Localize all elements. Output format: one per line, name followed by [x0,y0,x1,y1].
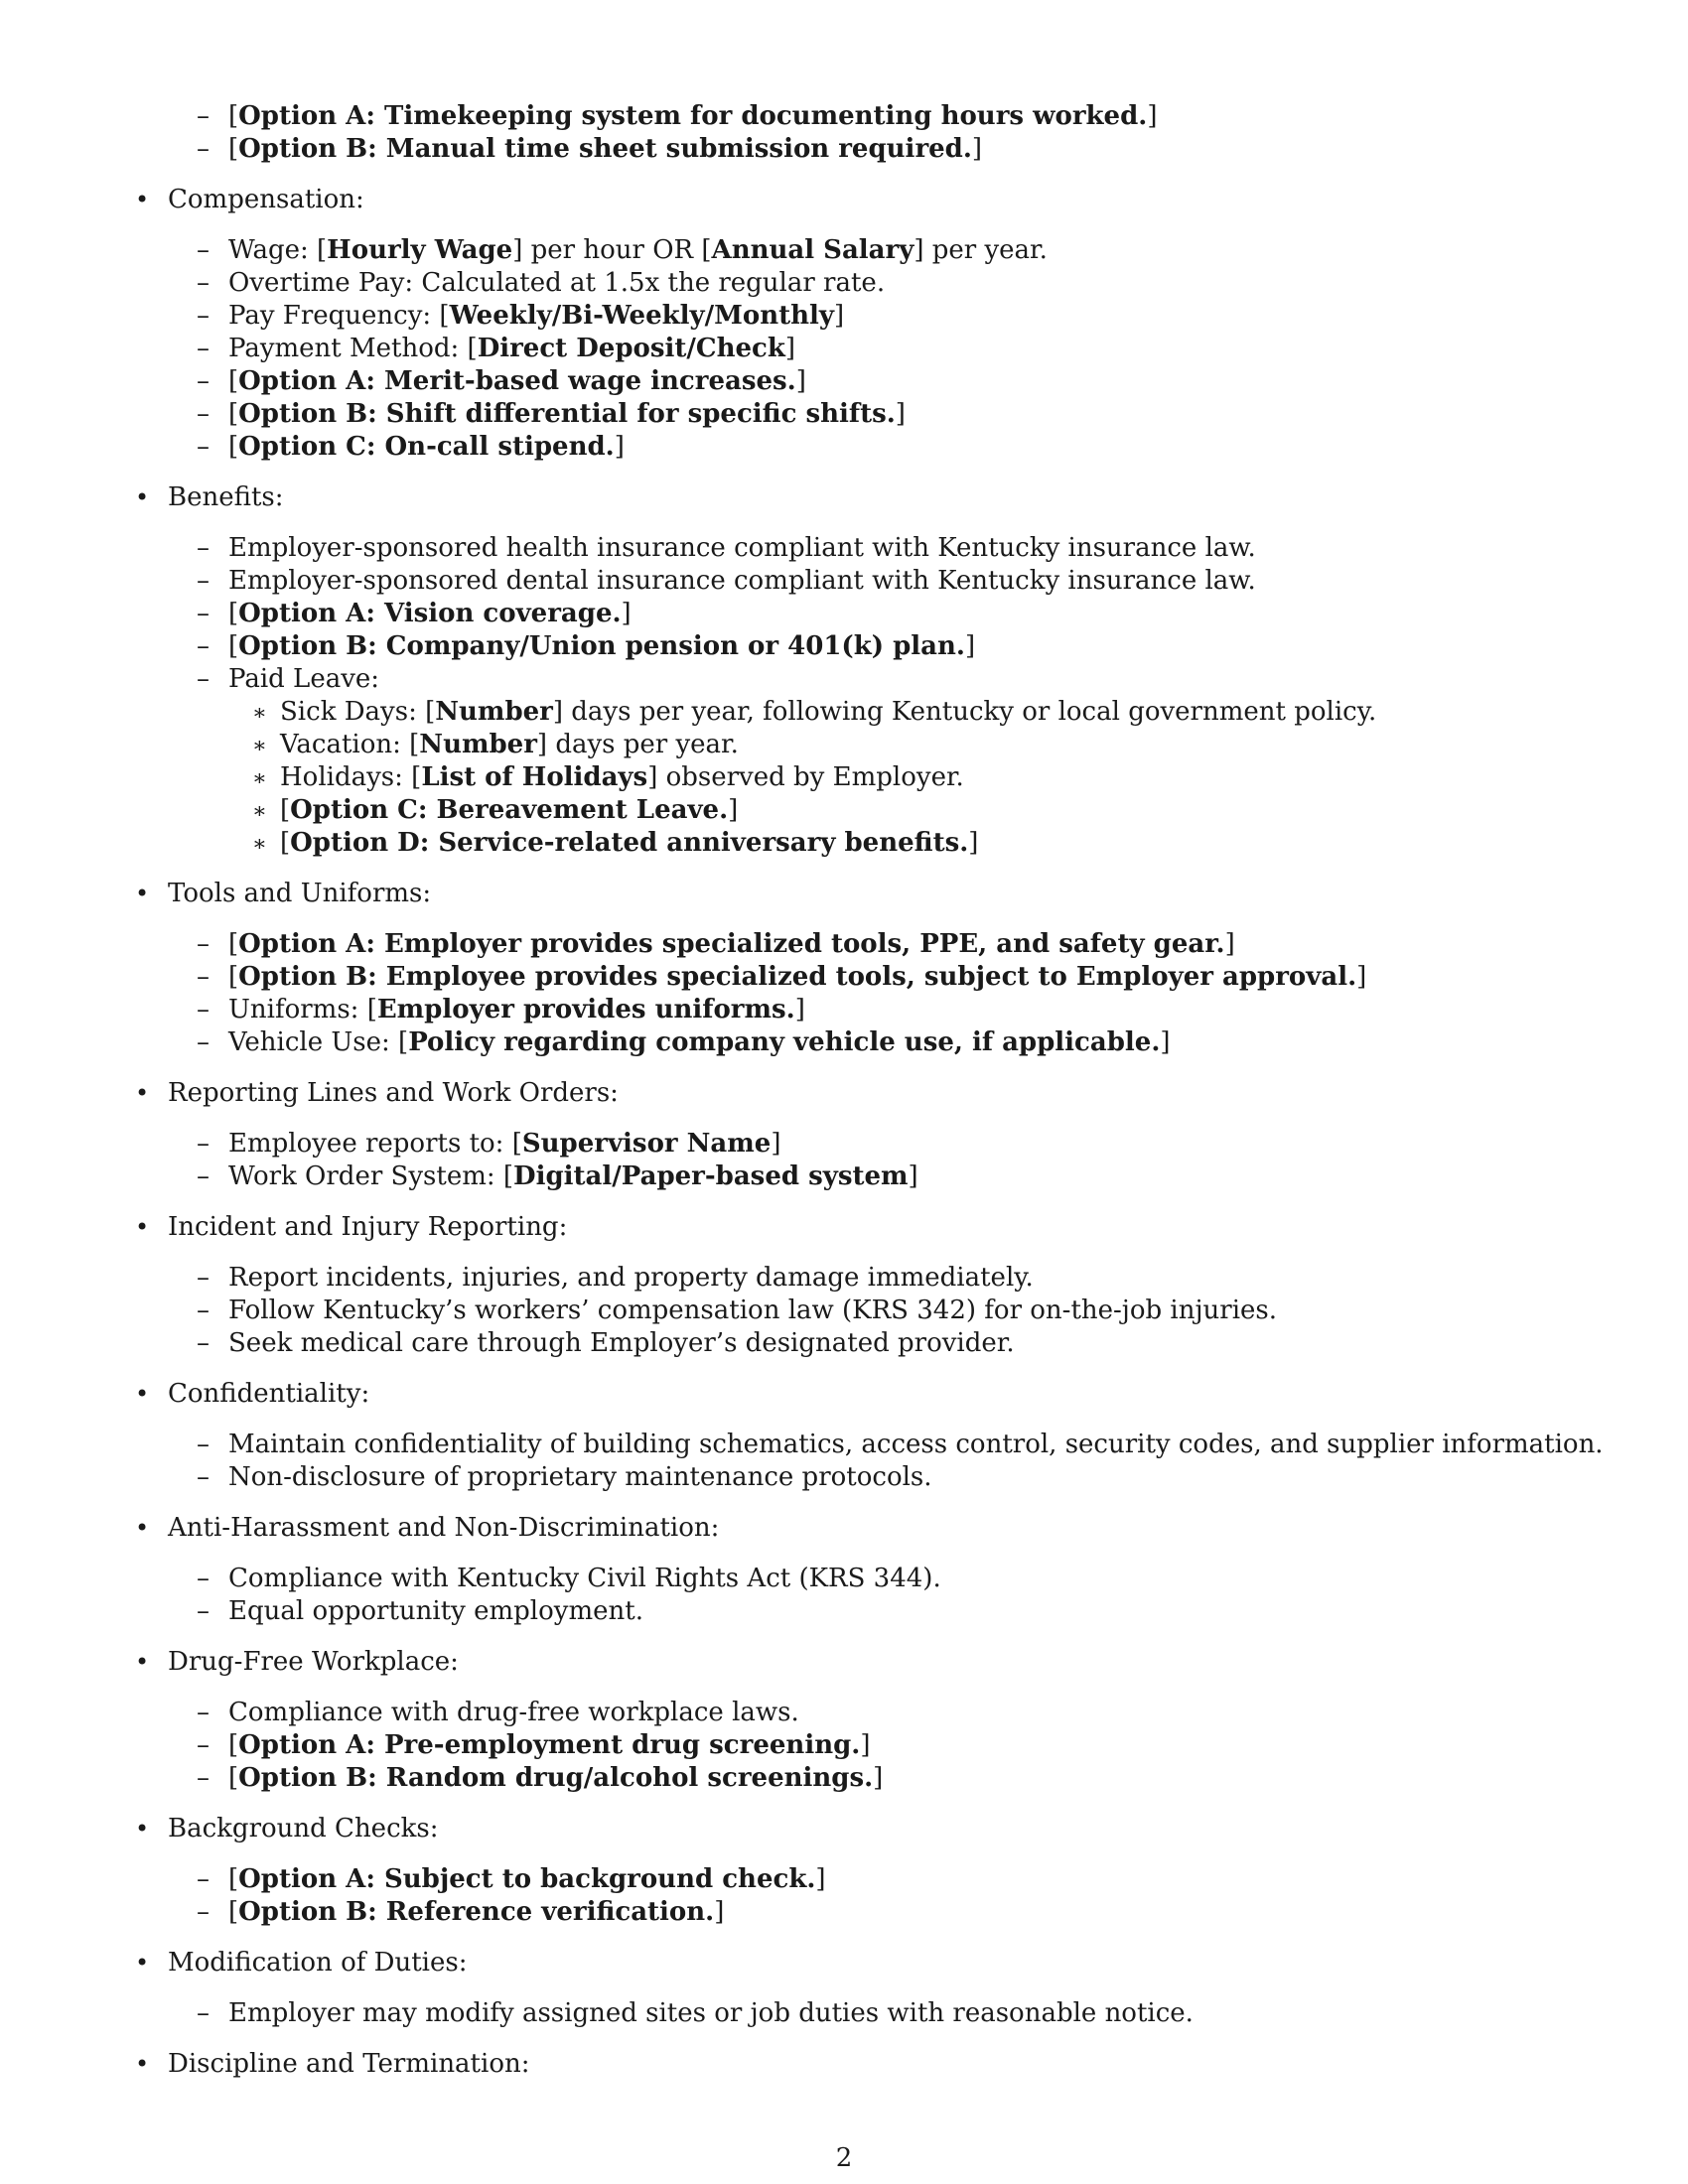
dash-marker: – [197,1161,210,1191]
text-run: Non-disclosure of proprietary maintenance protocols. [228,1462,932,1492]
dash-marker: – [197,134,210,164]
dash-marker: – [197,268,210,298]
text-run: Maintain confidentiality of building schematics, access control, security codes, and supplier information. [228,1430,1604,1459]
text-run: Report incidents, injuries, and property damage immediately. [228,1263,1034,1293]
list-item-text [228,365,806,398]
dash-marker: – [197,1897,210,1927]
bullet-marker: • [135,1380,150,1408]
text-run: ] [964,631,976,661]
placeholder-field: Number [419,730,537,759]
dash-marker: – [197,929,210,959]
text-run: Employee reports to: [ [228,1129,522,1159]
list-item-text [228,1461,932,1494]
text-run: ] per year. [914,235,1048,265]
list-item-text [228,565,1256,598]
list-item-text [228,598,632,630]
bullet-marker: • [135,880,150,907]
dash-marker: – [197,1564,210,1593]
list-item-text [168,2048,529,2081]
bullet-marker: • [135,1213,150,1241]
dash-marker: – [197,1129,210,1159]
text-run: ] days per year. [536,730,739,759]
list-item-text [228,1128,780,1160]
text-run: ] [614,432,625,462]
placeholder-field: Option B: Manual time sheet submission required. [238,134,972,164]
text-run: [ [228,101,239,131]
list-item-text [228,1863,826,1896]
list-item-text [228,100,1157,133]
list-item-text [228,1429,1604,1461]
asterisk-marker: ∗ [252,734,267,758]
page-number: 2 [835,2143,853,2173]
dash-marker: – [197,301,210,331]
dash-marker: – [197,566,210,596]
dash-marker: – [197,599,210,628]
placeholder-field: Hourly Wage [327,235,513,265]
placeholder-field: List of Holidays [421,762,648,792]
text-run: Uniforms: [ [228,995,377,1024]
text-run: [ [228,399,239,429]
asterisk-marker: ∗ [252,701,267,726]
placeholder-field: Policy regarding company vehicle use, if applicable. [408,1027,1161,1057]
dash-marker: – [197,631,210,661]
dash-marker: – [197,533,210,563]
text-run: Vehicle Use: [ [228,1027,409,1057]
dash-marker: – [197,1730,210,1760]
text-run: Employer-sponsored dental insurance compliant with Kentucky insurance law. [228,566,1256,596]
dash-marker: – [197,1430,210,1459]
dash-marker: – [197,1763,210,1793]
asterisk-marker: ∗ [252,799,267,824]
list-item-text [228,234,1048,267]
placeholder-field: Option A: Pre-employment drug screening. [238,1730,861,1760]
text-run: Payment Method: [ [228,334,478,363]
text-run: ] [621,599,632,628]
text-run: Follow Kentucky’s workers’ compensation law (KRS 342) for on-the-job injuries. [228,1296,1278,1325]
placeholder-field: Option B: Shift differential for specific shifts. [238,399,896,429]
text-run: Overtime Pay: Calculated at 1.5x the regular rate. [228,268,886,298]
text-run: ] per hour OR [ [512,235,712,265]
text-run: Anti-Harassment and Non-Discrimination: [168,1513,720,1543]
list-item-text [168,184,364,216]
text-run: [ [228,134,239,164]
text-run: Benefits: [168,482,284,512]
list-item-text [228,663,379,696]
bullet-marker: • [135,2050,150,2078]
placeholder-field: Option A: Subject to background check. [238,1864,816,1894]
list-item-text [228,1160,918,1193]
dash-marker: – [197,432,210,462]
placeholder-field: Supervisor Name [521,1129,772,1159]
text-run: [ [228,432,239,462]
list-item-text [168,1813,439,1845]
dash-marker: – [197,101,210,131]
list-item-text [168,1512,719,1545]
text-run: [ [228,1730,239,1760]
dash-marker: – [197,1027,210,1057]
text-run: [ [228,1864,239,1894]
list-item-text [228,267,885,300]
placeholder-field: Digital/Paper-based system [513,1161,909,1191]
dash-marker: – [197,235,210,265]
text-run: Work Order System: [ [228,1161,514,1191]
list-item-text [228,1729,870,1762]
text-run: [ [228,1763,239,1793]
text-run: ] [834,301,845,331]
bullet-marker: • [135,1514,150,1542]
text-run: ] days per year, following Kentucky or local government policy. [552,697,1377,727]
text-run: Holidays: [ [280,762,422,792]
text-run: ] [795,366,806,396]
list-item-text [280,761,964,794]
dash-marker: – [197,962,210,992]
dash-marker: – [197,1698,210,1727]
dash-marker: – [197,664,210,694]
text-run: ] [1224,929,1235,959]
text-run: ] [1147,101,1158,131]
text-run: ] [908,1161,918,1191]
text-run: ] [771,1129,781,1159]
dash-marker: – [197,399,210,429]
dash-marker: – [197,366,210,396]
text-run: ] [1356,962,1367,992]
text-run: [ [280,795,291,825]
list-item-text [228,1295,1277,1327]
placeholder-field: Option B: Company/Union pension or 401(k) plan. [238,631,965,661]
list-item-text [228,1262,1034,1295]
list-item-text [228,398,906,431]
text-run: ] observed by Employer. [647,762,964,792]
list-item-text [228,928,1235,961]
list-item-text [228,630,975,663]
list-item-text [228,994,805,1026]
list-item-text [168,481,284,514]
list-item-text [228,431,625,464]
text-run: [ [228,929,239,959]
text-run: [ [228,366,239,396]
text-run: ] [784,334,796,363]
list-item-text [228,333,795,365]
text-run: [ [228,1897,239,1927]
list-item-text [280,729,739,761]
placeholder-field: Option A: Employer provides specialized tools, PPE, and safety gear. [238,929,1225,959]
text-run: Wage: [ [228,235,328,265]
text-run: [ [228,962,239,992]
placeholder-field: Option A: Timekeeping system for documenting hours worked. [238,101,1148,131]
list-item-text [228,1697,799,1729]
text-run: ] [968,828,979,858]
list-item-text [228,961,1366,994]
placeholder-field: Option A: Merit-based wage increases. [238,366,796,396]
text-run: ] [728,795,739,825]
list-item-text [228,1026,1171,1059]
text-run: ] [815,1864,826,1894]
placeholder-field: Number [435,697,553,727]
text-run: Seek medical care through Employer’s designated provider. [228,1328,1015,1358]
text-run: ] [873,1763,884,1793]
list-item-text [168,1947,467,1979]
text-run: Employer may modify assigned sites or job duties with reasonable notice. [228,1998,1194,2028]
list-item-text [280,794,738,827]
placeholder-field: Option B: Reference verification. [238,1897,715,1927]
list-item-text [228,300,844,333]
placeholder-field: Employer provides uniforms. [376,995,795,1024]
placeholder-field: Option D: Service-related anniversary benefits. [290,828,969,858]
text-run: Paid Leave: [228,664,380,694]
dash-marker: – [197,1998,210,2028]
list-item-text [228,1896,724,1929]
list-item-text [228,1762,883,1795]
text-run: [ [228,599,239,628]
list-item-text [228,1327,1015,1360]
placeholder-field: Option A: Vision coverage. [238,599,622,628]
bullet-marker: • [135,1648,150,1676]
placeholder-field: Option C: On-call stipend. [238,432,615,462]
bullet-marker: • [135,1815,150,1843]
dash-marker: – [197,1296,210,1325]
text-run: Drug-Free Workplace: [168,1647,459,1677]
text-run: ] [794,995,805,1024]
list-item-text [228,133,982,166]
text-run: Compliance with drug-free workplace laws. [228,1698,799,1727]
placeholder-field: Direct Deposit/Check [477,334,785,363]
text-run: Vacation: [ [280,730,420,759]
text-run: Employer-sponsored health insurance compliant with Kentucky insurance law. [228,533,1256,563]
list-item-text [228,1997,1194,2030]
text-run: Sick Days: [ [280,697,436,727]
asterisk-marker: ∗ [252,766,267,791]
text-run: Incident and Injury Reporting: [168,1212,568,1242]
list-item-text [168,1378,369,1411]
asterisk-marker: ∗ [252,832,267,857]
text-run: ] [895,399,906,429]
list-item-text [280,696,1376,729]
bullet-marker: • [135,483,150,511]
text-run: Compliance with Kentucky Civil Rights Act (KRS 344). [228,1564,941,1593]
text-run: Modification of Duties: [168,1948,468,1978]
text-run: [ [280,828,291,858]
text-run: Compensation: [168,185,364,214]
dash-marker: – [197,1328,210,1358]
bullet-marker: • [135,1079,150,1107]
bullet-marker: • [135,186,150,213]
dash-marker: – [197,1263,210,1293]
dash-marker: – [197,1596,210,1626]
text-run: [ [228,631,239,661]
text-run: Tools and Uniforms: [168,879,432,908]
placeholder-field: Annual Salary [711,235,914,265]
text-run: Pay Frequency: [ [228,301,450,331]
list-item-text [228,1595,643,1628]
placeholder-field: Weekly/Bi-Weekly/Monthly [449,301,835,331]
list-item-text [168,1646,459,1679]
list-item-text [168,1077,619,1110]
text-run: Background Checks: [168,1814,439,1843]
list-item-text [228,1563,941,1595]
text-run: Reporting Lines and Work Orders: [168,1078,619,1108]
text-run: ] [714,1897,725,1927]
placeholder-field: Option B: Random drug/alcohol screenings. [238,1763,874,1793]
dash-marker: – [197,334,210,363]
text-run: ] [971,134,983,164]
text-run: Discipline and Termination: [168,2049,530,2079]
list-item-text [168,878,431,910]
dash-marker: – [197,995,210,1024]
text-run: Equal opportunity employment. [228,1596,643,1626]
placeholder-field: Option C: Bereavement Leave. [290,795,729,825]
text-run: Confidentiality: [168,1379,370,1409]
list-item-text [228,532,1256,565]
text-run: ] [860,1730,871,1760]
placeholder-field: Option B: Employee provides specialized tools, subject to Employer approval. [238,962,1357,992]
bullet-marker: • [135,1949,150,1977]
dash-marker: – [197,1864,210,1894]
list-item-text [280,827,978,860]
dash-marker: – [197,1462,210,1492]
list-item-text [168,1211,567,1244]
text-run: ] [1160,1027,1171,1057]
